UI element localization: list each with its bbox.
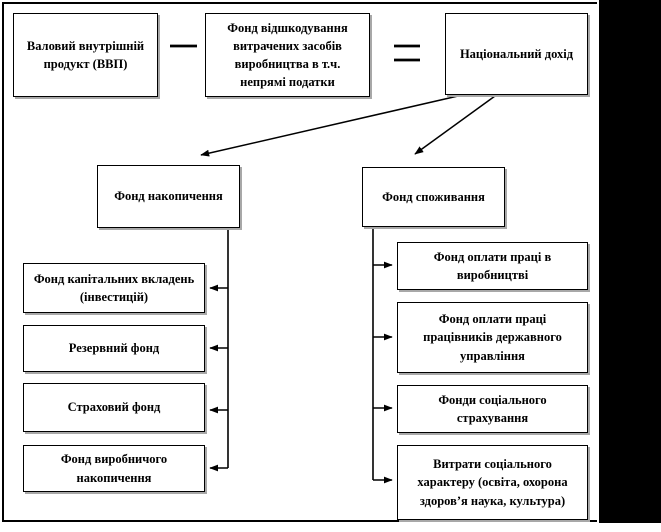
national-income-label: Національний дохід	[459, 46, 574, 61]
gdp-label: Валовий внутрішній продукт (ВВП)	[26, 38, 145, 71]
right-black-band	[599, 0, 661, 523]
wages-government-label: Фонд оплати праці працівників державного управління	[423, 312, 562, 363]
social-insurance-box	[397, 385, 588, 433]
compensation-fund-box	[205, 13, 370, 97]
consumption-fund-box	[362, 167, 505, 227]
production-accumulation-label: Фонд виробничого накопичення	[60, 452, 168, 485]
accumulation-fund-box	[97, 165, 240, 228]
insurance-fund-label: Страховий фонд	[67, 400, 161, 415]
social-expenses-box	[397, 445, 588, 520]
gdp-box	[13, 13, 158, 97]
social-expenses-label: Витрати соціального характеру (освіта, охорона здоров’я наука, культура)	[417, 457, 568, 508]
national-income-box	[445, 13, 588, 95]
consumption-fund-label: Фонд споживання	[382, 189, 485, 204]
wages-production-box	[397, 242, 588, 290]
wages-production-label: Фонд оплати праці в виробництві	[433, 249, 552, 282]
wages-government-box	[397, 302, 588, 373]
reserve-fund-box	[23, 325, 205, 372]
capital-investments-label: Фонд капітальних вкладень (інвестицій)	[33, 271, 195, 304]
production-accumulation-box	[23, 445, 205, 492]
insurance-fund-box	[23, 383, 205, 432]
capital-investments-box	[23, 263, 205, 313]
social-insurance-label: Фонди соціального страхування	[438, 392, 547, 425]
reserve-fund-label: Резервний фонд	[68, 341, 160, 356]
accumulation-fund-label: Фонд накопичення	[114, 189, 223, 204]
compensation-fund-label: Фонд відшкодування витрачених засобів виробництва в т.ч. непрямі податки	[227, 20, 348, 90]
